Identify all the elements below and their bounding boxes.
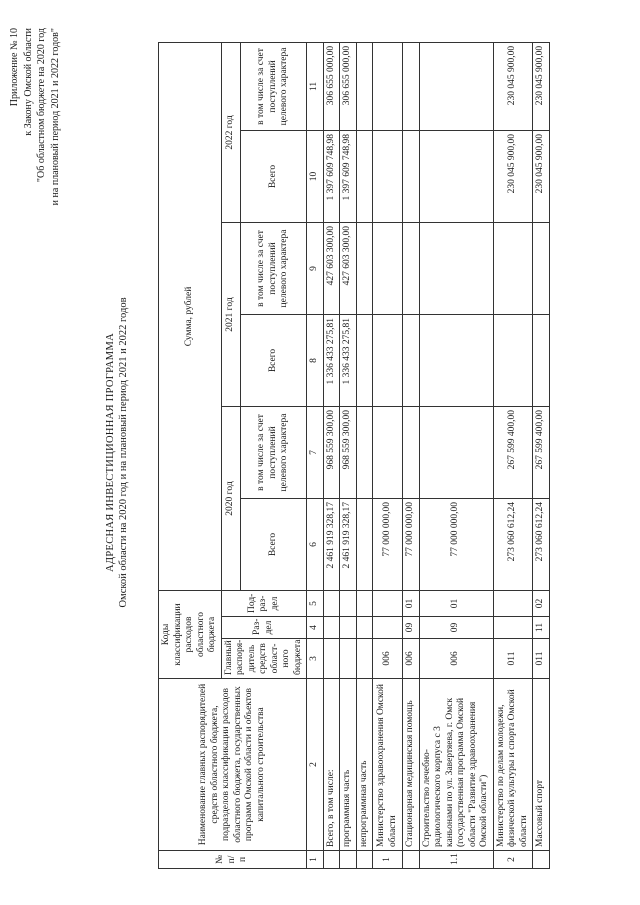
cell-name: Всего, в том числе: xyxy=(323,679,340,851)
header-razdel: Раз-дел xyxy=(221,617,307,639)
cell-t2022 xyxy=(356,131,373,223)
column-number: 5 xyxy=(307,591,324,617)
header-codes: Коды классификации расходов областного бюджета xyxy=(159,591,222,679)
cell-c2022: 230 045 900,00 xyxy=(533,42,550,130)
column-number: 10 xyxy=(307,131,324,223)
cell-c2020: 267 599 400,00 xyxy=(533,407,550,499)
cell-c2021 xyxy=(533,223,550,315)
cell-razdel xyxy=(340,617,357,639)
cell-num xyxy=(533,851,550,869)
document-subtitle: Омской области на 2020 год и на плановый период 2021 и 2022 годов xyxy=(118,297,129,608)
cell-razdel xyxy=(373,617,403,639)
cell-t2020 xyxy=(356,499,373,591)
cell-razdel xyxy=(323,617,340,639)
cell-t2022: 230 045 900,00 xyxy=(533,131,550,223)
cell-name: Стационарная медицинская помощь xyxy=(403,679,420,851)
column-number-row xyxy=(307,42,324,868)
cell-podrazdel xyxy=(340,591,357,617)
cell-t2022: 1 397 609 748,98 xyxy=(340,131,357,223)
cell-num xyxy=(403,851,420,869)
cell-c2020: 968 559 300,00 xyxy=(323,407,340,499)
appendix-line: и на плановый период 2021 и 2022 годов" xyxy=(49,28,61,206)
table-row xyxy=(533,42,550,868)
cell-t2021: 1 336 433 275,81 xyxy=(340,315,357,407)
column-number: 2 xyxy=(307,679,324,851)
header-total-2022: Всего xyxy=(240,131,306,223)
cell-podrazdel xyxy=(356,591,373,617)
cell-t2020: 273 060 612,24 xyxy=(493,499,533,591)
cell-t2020: 2 461 919 328,17 xyxy=(323,499,340,591)
cell-c2021 xyxy=(403,223,420,315)
cell-c2022 xyxy=(356,42,373,130)
cell-c2020 xyxy=(356,407,373,499)
cell-num xyxy=(323,851,340,869)
investment-program-table xyxy=(158,42,550,869)
cell-t2021 xyxy=(403,315,420,407)
table-row xyxy=(340,42,357,868)
cell-name: непрограммная часть xyxy=(356,679,373,851)
cell-t2022: 1 397 609 748,98 xyxy=(323,131,340,223)
table-row xyxy=(373,42,403,868)
cell-grbs xyxy=(356,639,373,679)
cell-t2021 xyxy=(493,315,533,407)
cell-num: 1 xyxy=(373,851,403,869)
cell-podrazdel: 01 xyxy=(419,591,493,617)
cell-grbs: 011 xyxy=(533,639,550,679)
cell-podrazdel: 02 xyxy=(533,591,550,617)
appendix-line: "Об областном бюджете на 2020 год xyxy=(36,28,47,183)
cell-grbs: 006 xyxy=(373,639,403,679)
cell-name: Строительство лечебно-радиологического корпуса с 3 каньонами по ул. Завертяева, г. Омск (государственная программа Омской области "Развитие здравоохранения Омской области") xyxy=(419,679,493,851)
cell-razdel: 09 xyxy=(419,617,493,639)
cell-c2021 xyxy=(356,223,373,315)
column-number: 7 xyxy=(307,407,324,499)
cell-name: программная часть xyxy=(340,679,357,851)
cell-c2020 xyxy=(419,407,493,499)
cell-c2020 xyxy=(403,407,420,499)
cell-c2022: 306 655 000,00 xyxy=(340,42,357,130)
column-number: 9 xyxy=(307,223,324,315)
cell-grbs: 006 xyxy=(419,639,493,679)
cell-name: Министерство по делам молодежи, физической культуры и спорта Омской области xyxy=(493,679,533,851)
cell-c2022 xyxy=(373,42,403,130)
table-row xyxy=(493,42,533,868)
cell-c2022 xyxy=(419,42,493,130)
document-title: АДРЕСНАЯ ИНВЕСТИЦИОННАЯ ПРОГРАММА xyxy=(105,333,116,572)
cell-grbs: 011 xyxy=(493,639,533,679)
cell-num: 1.1 xyxy=(419,851,493,869)
column-number: 4 xyxy=(307,617,324,639)
header-total-2020: Всего xyxy=(240,499,306,591)
cell-name: Массовый спорт xyxy=(533,679,550,851)
cell-name: Министерство здравоохранения Омской области xyxy=(373,679,403,851)
cell-grbs xyxy=(340,639,357,679)
header-grbs: Главный распоря-дитель средств област-ного бюджета xyxy=(221,639,307,679)
cell-podrazdel xyxy=(373,591,403,617)
table-row xyxy=(419,42,493,868)
header-sum: Сумма, рублей xyxy=(159,42,222,590)
cell-t2020: 77 000 000,00 xyxy=(419,499,493,591)
cell-c2021 xyxy=(493,223,533,315)
cell-c2020: 267 599 400,00 xyxy=(493,407,533,499)
cell-t2022: 230 045 900,00 xyxy=(493,131,533,223)
cell-t2021 xyxy=(419,315,493,407)
table-row xyxy=(356,42,373,868)
cell-razdel xyxy=(356,617,373,639)
cell-podrazdel xyxy=(493,591,533,617)
cell-razdel: 09 xyxy=(403,617,420,639)
column-number: 6 xyxy=(307,499,324,591)
cell-grbs: 006 xyxy=(403,639,420,679)
header-num: № п/п xyxy=(159,851,307,869)
table-row xyxy=(323,42,340,868)
cell-t2021 xyxy=(373,315,403,407)
header-target-2020: в том числе за счет поступлений целевого характера xyxy=(240,407,306,499)
cell-razdel: 11 xyxy=(533,617,550,639)
cell-t2021 xyxy=(356,315,373,407)
cell-t2020: 2 461 919 328,17 xyxy=(340,499,357,591)
cell-t2022 xyxy=(373,131,403,223)
header-target-2021: в том числе за счет поступлений целевого характера xyxy=(240,223,306,315)
cell-num xyxy=(356,851,373,869)
appendix-line: Приложение № 10 xyxy=(9,28,20,107)
cell-grbs xyxy=(323,639,340,679)
cell-t2021 xyxy=(533,315,550,407)
header-name: Наименование главных распорядителей средств областного бюджета, подразделов классификации расходов областного бюджета, государственных программ Омской области и объектов капитального строительства xyxy=(159,679,307,851)
cell-t2021: 1 336 433 275,81 xyxy=(323,315,340,407)
cell-c2022: 306 655 000,00 xyxy=(323,42,340,130)
appendix-line: к Закону Омской области xyxy=(22,28,34,136)
cell-c2021 xyxy=(373,223,403,315)
header-year-2022: 2022 год xyxy=(221,42,240,222)
cell-c2021: 427 603 300,00 xyxy=(340,223,357,315)
header-year-2020: 2020 год xyxy=(221,407,240,591)
cell-c2020: 968 559 300,00 xyxy=(340,407,357,499)
cell-c2020 xyxy=(373,407,403,499)
cell-c2022: 230 045 900,00 xyxy=(493,42,533,130)
cell-podrazdel xyxy=(323,591,340,617)
cell-c2021 xyxy=(419,223,493,315)
header-target-2022: в том числе за счет поступлений целевого характера xyxy=(240,42,306,130)
header-total-2021: Всего xyxy=(240,315,306,407)
column-number: 11 xyxy=(307,42,324,130)
table-row xyxy=(403,42,420,868)
cell-podrazdel: 01 xyxy=(403,591,420,617)
cell-c2021: 427 603 300,00 xyxy=(323,223,340,315)
cell-num xyxy=(340,851,357,869)
cell-t2022 xyxy=(403,131,420,223)
cell-c2022 xyxy=(403,42,420,130)
column-number: 3 xyxy=(307,639,324,679)
header-year-2021: 2021 год xyxy=(221,223,240,407)
appendix-note xyxy=(8,28,62,348)
column-number: 8 xyxy=(307,315,324,407)
cell-razdel xyxy=(493,617,533,639)
cell-t2020: 77 000 000,00 xyxy=(403,499,420,591)
cell-t2022 xyxy=(419,131,493,223)
header-podrazdel: Под-раз-дел xyxy=(221,591,307,617)
column-number: 1 xyxy=(307,851,324,869)
cell-num: 2 xyxy=(493,851,533,869)
cell-t2020: 273 060 612,24 xyxy=(533,499,550,591)
cell-t2020: 77 000 000,00 xyxy=(373,499,403,591)
